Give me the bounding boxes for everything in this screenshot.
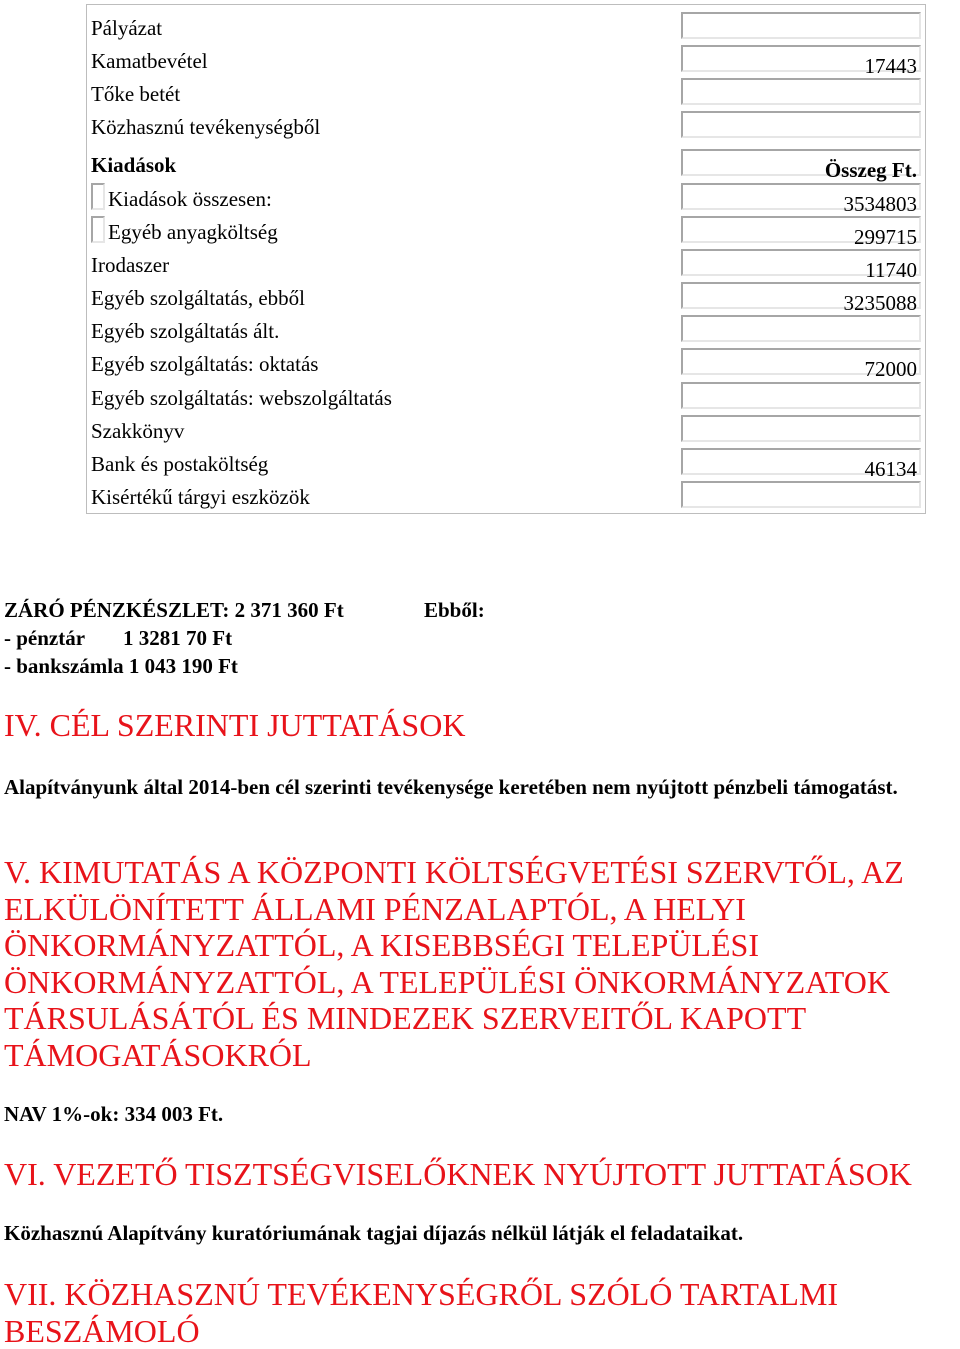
finance-table [86, 4, 926, 514]
section-v-heading-line: V. KIMUTATÁS A KÖZPONTI KÖLTSÉGVETÉSI SZERVTŐL, AZ [4, 854, 904, 891]
value-cell [681, 282, 921, 309]
row-label: Egyéb szolgáltatás ált. [91, 312, 279, 345]
value-cell [681, 216, 921, 243]
section-v-text: NAV 1%-ok: 334 003 Ft. [4, 1102, 223, 1127]
indent-cell [91, 216, 105, 243]
row-label: Egyéb szolgáltatás: webszolgáltatás [91, 379, 392, 412]
row-value: 3235088 [844, 284, 918, 317]
row-value: 46134 [865, 450, 918, 483]
section-iv-heading: IV. CÉL SZERINTI JUTTATÁSOK [4, 707, 465, 744]
closing-breakdown-label: Ebből: [424, 598, 485, 623]
table-row [87, 75, 925, 108]
value-cell [681, 348, 921, 375]
table-header-row [87, 146, 925, 179]
row-label: Egyéb szolgáltatás: oktatás [91, 345, 318, 378]
table-row [87, 379, 925, 412]
row-value: 299715 [854, 218, 917, 251]
row-label: Kiadások összesen: [108, 180, 272, 213]
table-row [87, 213, 925, 246]
header-value: Összeg Ft. [825, 151, 917, 184]
row-value: 17443 [865, 47, 918, 80]
header-label: Kiadások [91, 146, 176, 179]
row-label: Egyéb szolgáltatás, ebből [91, 279, 305, 312]
row-label: Irodaszer [91, 246, 169, 279]
row-label: Szakkönyv [91, 412, 184, 445]
table-row [87, 246, 925, 279]
indent-cell [91, 183, 105, 210]
row-label: Közhasznú tevékenységből [91, 108, 320, 141]
row-label: Egyéb anyagköltség [108, 213, 278, 246]
table-row [87, 108, 925, 141]
value-cell [681, 249, 921, 276]
row-value: 11740 [865, 251, 917, 284]
section-v-heading-line: TÁMOGATÁSOKRÓL [4, 1037, 312, 1074]
table-row [87, 42, 925, 75]
cash-label: - pénztár [4, 626, 85, 651]
section-vii-heading-line: BESZÁMOLÓ [4, 1313, 200, 1349]
table-row [87, 445, 925, 478]
section-vi-heading: VI. VEZETŐ TISZTSÉGVISELŐKNEK NYÚJTOTT JUTTATÁSOK [4, 1156, 912, 1193]
value-cell [681, 78, 921, 105]
row-value: 3534803 [844, 185, 918, 218]
section-v-heading-line: TÁRSULÁSÁTÓL ÉS MINDEZEK SZERVEITŐL KAPOTT [4, 1000, 806, 1037]
section-iv-text: Alapítványunk által 2014-ben cél szerinti tevékenysége keretében nem nyújtott pénzbeli támogatást. [4, 773, 924, 801]
section-v-heading-line: ELKÜLÖNÍTETT ÁLLAMI PÉNZALAPTÓL, A HELYI [4, 891, 746, 928]
table-row [87, 478, 925, 511]
value-cell [681, 448, 921, 475]
value-cell [681, 183, 921, 210]
table-row [87, 312, 925, 345]
value-cell [681, 481, 921, 508]
value-cell [681, 382, 921, 409]
table-row [87, 412, 925, 445]
row-label: Tőke betét [91, 75, 180, 108]
section-vii-heading-line: VII. KÖZHASZNÚ TEVÉKENYSÉGRŐL SZÓLÓ TARTALMI [4, 1276, 838, 1313]
section-vi-text: Közhasznú Alapítvány kuratóriumának tagjai díjazás nélkül látják el feladataikat. [4, 1221, 743, 1246]
row-label: Pályázat [91, 9, 162, 42]
cash-value: 1 3281 70 Ft [123, 626, 232, 651]
table-row [87, 345, 925, 378]
row-label: Kisértékű tárgyi eszközök [91, 478, 310, 511]
table-row [87, 180, 925, 213]
section-v-heading-line: ÖNKORMÁNYZATTÓL, A TELEPÜLÉSI ÖNKORMÁNYZATOK [4, 964, 890, 1001]
row-label: Bank és postaköltség [91, 445, 268, 478]
value-cell [681, 12, 921, 39]
closing-balance-line: ZÁRÓ PÉNZKÉSZLET: 2 371 360 Ft [4, 598, 344, 623]
value-cell [681, 45, 921, 72]
table-row [87, 9, 925, 42]
section-v-heading-line: ÖNKORMÁNYZATTÓL, A KISEBBSÉGI TELEPÜLÉSI [4, 927, 759, 964]
value-cell [681, 315, 921, 342]
row-label: Kamatbevétel [91, 42, 208, 75]
value-cell [681, 415, 921, 442]
value-cell [681, 111, 921, 138]
table-row [87, 279, 925, 312]
header-value-cell [681, 149, 921, 176]
row-value: 72000 [865, 350, 918, 383]
bank-account-line: - bankszámla 1 043 190 Ft [4, 654, 238, 679]
